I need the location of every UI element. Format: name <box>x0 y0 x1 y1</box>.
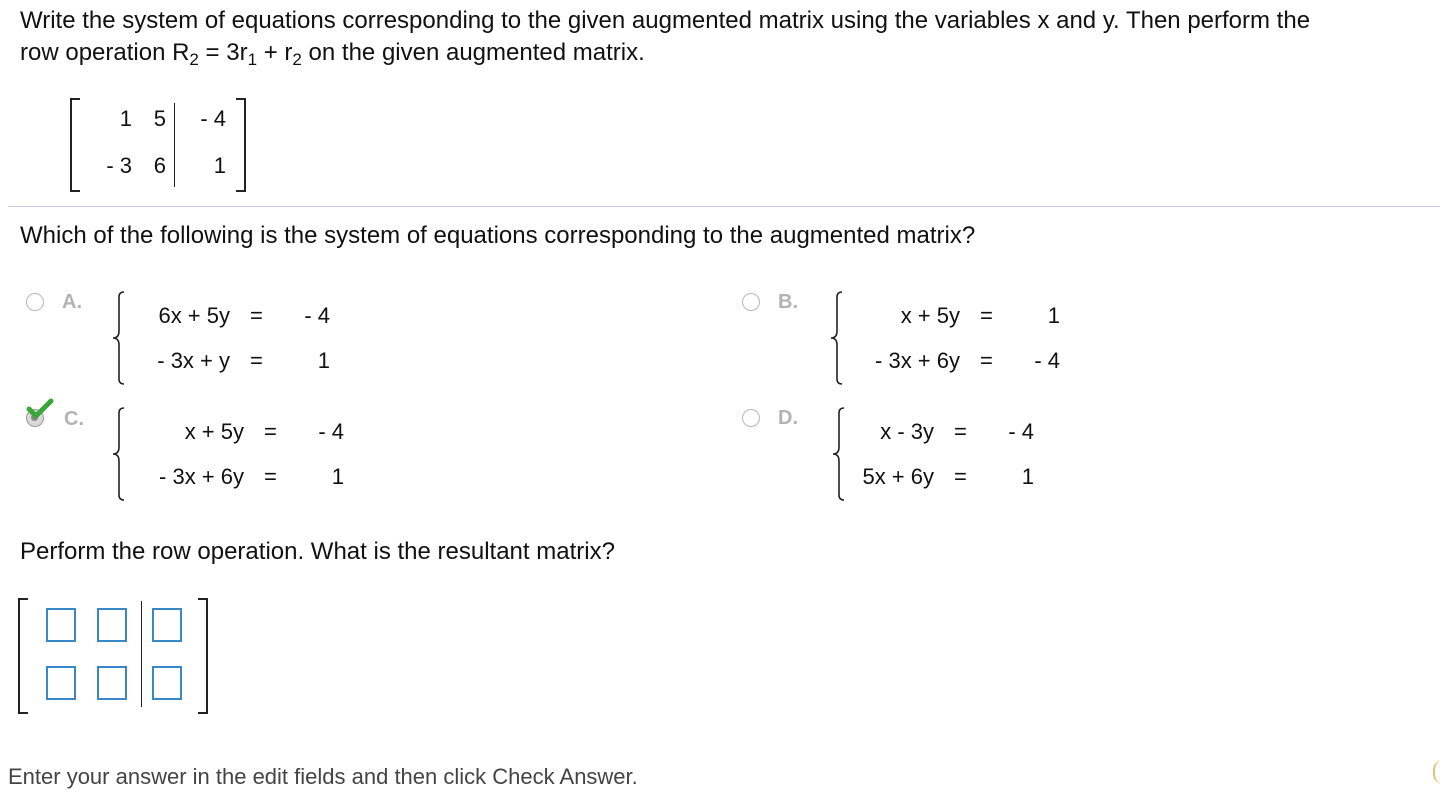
answer-input-r1c1[interactable] <box>46 608 76 642</box>
option-a-radio[interactable] <box>26 293 44 311</box>
augment-line <box>174 103 175 187</box>
equation-rhs: 1 <box>331 464 344 489</box>
equation-op: = <box>980 348 993 373</box>
right-bracket <box>236 98 246 192</box>
option-b-label[interactable]: B. <box>778 291 798 313</box>
footer-instruction: Enter your answer in the edit fields and then click Check Answer. <box>8 764 638 789</box>
equation-rhs: 1 <box>1021 464 1034 489</box>
equation-op: = <box>250 348 263 373</box>
answer-input-r2c1[interactable] <box>46 666 76 700</box>
option-d-label[interactable]: D. <box>778 407 798 429</box>
equation-rhs: 1 <box>317 348 330 373</box>
matrix-cell: - 4 <box>200 106 226 131</box>
answer-input-r2c2[interactable] <box>97 666 127 700</box>
equation-lhs: x - 3y <box>880 419 934 444</box>
part1-prompt: Which of the following is the system of equations corresponding to the augmented matrix? <box>20 222 976 249</box>
left-bracket <box>18 598 28 714</box>
part2-prompt: Perform the row operation. What is the resultant matrix? <box>20 538 615 565</box>
checkmark-icon <box>26 398 54 420</box>
equation-op: = <box>954 464 967 489</box>
equation-lhs: 6x + 5y <box>158 303 230 328</box>
matrix-cell: - 3 <box>106 153 132 178</box>
subscript: 2 <box>292 50 302 69</box>
equation-lhs: x + 5y <box>900 303 960 328</box>
left-brace-icon <box>110 407 126 501</box>
question-text: row operation R <box>20 39 190 66</box>
equation-lhs: x + 5y <box>184 419 244 444</box>
answer-input-r1c3[interactable] <box>152 608 182 642</box>
left-bracket <box>70 98 80 192</box>
matrix-cell: 1 <box>213 153 226 178</box>
equation-rhs: - 4 <box>1034 348 1060 373</box>
equation-lhs: - 3x + y <box>157 348 230 373</box>
subscript: 2 <box>189 50 199 69</box>
left-brace-icon <box>830 407 846 501</box>
option-a-label[interactable]: A. <box>62 291 82 313</box>
matrix-cell: 5 <box>153 106 166 131</box>
augment-line <box>141 601 142 707</box>
section-divider <box>8 206 1440 207</box>
equation-rhs: - 4 <box>318 419 344 444</box>
equation-op: = <box>264 464 277 489</box>
equation-rhs: 1 <box>1047 303 1060 328</box>
question-text: + r <box>257 39 293 66</box>
equation-lhs: - 3x + 6y <box>875 348 960 373</box>
question-text: on the given augmented matrix. <box>301 39 645 66</box>
help-icon[interactable] <box>1433 760 1440 784</box>
left-brace-icon <box>828 291 844 385</box>
option-b-radio[interactable] <box>742 293 760 311</box>
answer-input-r1c2[interactable] <box>97 608 127 642</box>
question-line-2 <box>20 37 645 69</box>
equation-lhs: - 3x + 6y <box>159 464 244 489</box>
question-line-1: Write the system of equations corresponding to the given augmented matrix using the variables x and y. Then perform the <box>20 7 1311 34</box>
left-brace-icon <box>110 291 126 385</box>
option-c-label[interactable]: C. <box>64 408 84 430</box>
equation-rhs: - 4 <box>304 303 330 328</box>
right-bracket <box>198 598 208 714</box>
equation-op: = <box>250 303 263 328</box>
equation-lhs: 5x + 6y <box>862 464 934 489</box>
equation-op: = <box>264 419 277 444</box>
equation-op: = <box>954 419 967 444</box>
answer-input-r2c3[interactable] <box>152 666 182 700</box>
option-d-radio[interactable] <box>742 409 760 427</box>
question-text: = 3r <box>198 39 248 66</box>
subscript: 1 <box>247 50 258 69</box>
matrix-cell: 1 <box>119 106 132 131</box>
equation-op: = <box>980 303 993 328</box>
equation-rhs: - 4 <box>1008 419 1034 444</box>
matrix-cell: 6 <box>153 153 166 178</box>
